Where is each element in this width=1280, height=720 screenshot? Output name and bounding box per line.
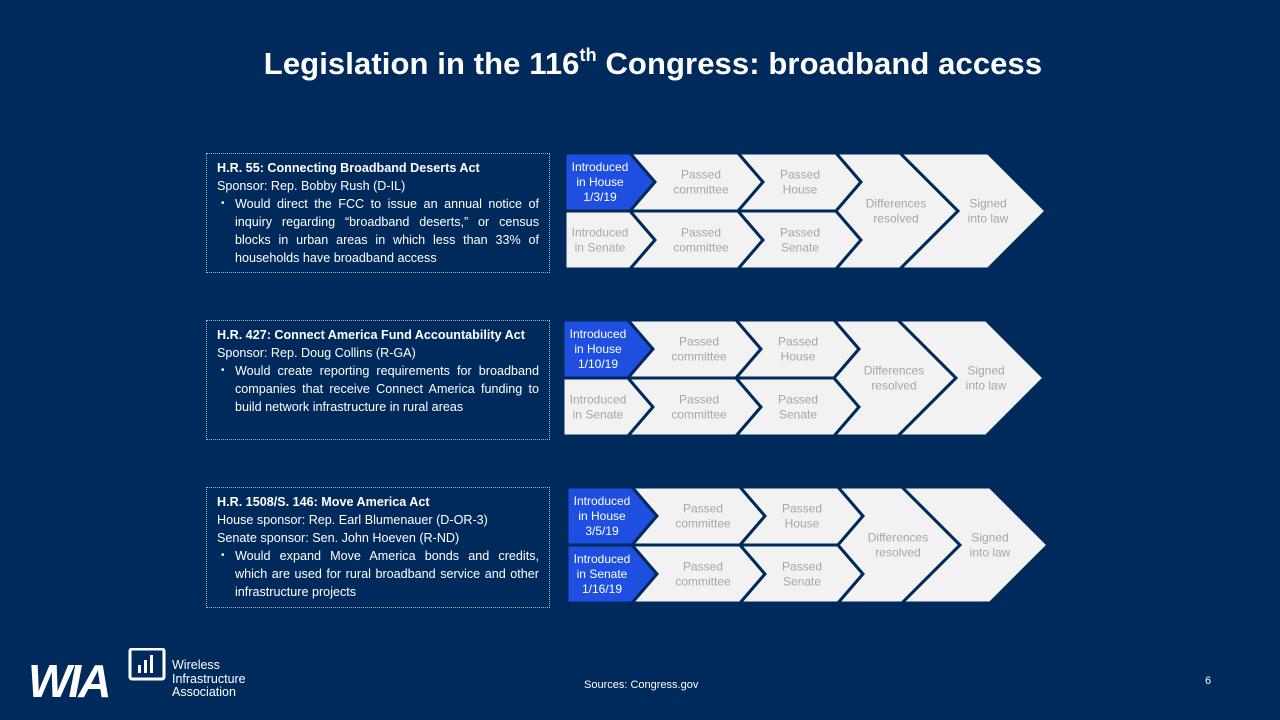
stage-passed-committee-house-label bbox=[673, 168, 729, 197]
stage-signed-into-law-label bbox=[968, 197, 1009, 226]
stage-differences-resolved-label bbox=[866, 197, 926, 226]
stage-passed-senate-label-line: Passed bbox=[777, 392, 819, 407]
stage-passed-senate-label-line: Senate bbox=[778, 407, 818, 422]
stage-introduced-senate-label-line: in Senate bbox=[576, 567, 628, 581]
stage-passed-house-label-line: House bbox=[782, 182, 818, 197]
stage-passed-committee-house-label-line: Passed bbox=[680, 167, 722, 182]
stage-signed-into-law-label-line: Signed bbox=[971, 530, 1009, 545]
stage-introduced-senate-label-line: Introduced bbox=[571, 225, 629, 240]
stage-passed-senate-label bbox=[780, 226, 820, 255]
stage-passed-senate-label bbox=[778, 393, 818, 422]
stage-introduced-house-label-line: in House bbox=[576, 175, 624, 189]
bill-description: • Would expand Move America bonds and credits, which are used for rural broadband service and other infrastructure projects bbox=[217, 547, 539, 601]
bill-sponsor: Sponsor: Rep. Bobby Rush (D-IL) bbox=[217, 179, 406, 193]
stage-passed-committee-house-label-line: committee bbox=[673, 182, 729, 197]
bill-sponsor: Sponsor: Rep. Doug Collins (R-GA) bbox=[217, 346, 416, 360]
stage-passed-committee-senate-label bbox=[673, 226, 729, 255]
stage-differences-resolved-label-line: resolved bbox=[875, 545, 921, 560]
stage-differences-resolved-label-line: resolved bbox=[871, 378, 917, 393]
stage-introduced-house-label-line: Introduced bbox=[569, 327, 627, 341]
stage-passed-committee-senate-label-line: Passed bbox=[680, 225, 722, 240]
stage-introduced-house-label-line: 1/10/19 bbox=[577, 357, 619, 371]
stage-passed-committee-senate-label-line: committee bbox=[671, 407, 727, 422]
logo-line-3: Association bbox=[172, 685, 236, 699]
stage-signed-into-law-label-line: into law bbox=[967, 211, 1009, 226]
stage-introduced-senate-label-line: 1/16/19 bbox=[581, 582, 623, 596]
stage-passed-house-label-line: Passed bbox=[779, 167, 821, 182]
stage-passed-committee-senate-label bbox=[671, 393, 727, 422]
stage-passed-committee-senate-label-line: committee bbox=[675, 574, 731, 589]
bill-house-sponsor: House sponsor: Rep. Earl Blumenauer (D-OR-3) bbox=[217, 513, 488, 527]
stage-introduced-house-label-line: in House bbox=[574, 342, 622, 356]
stage-passed-house-label bbox=[782, 502, 822, 531]
bill-name: H.R. 55: Connecting Broadband Deserts Act bbox=[217, 161, 480, 175]
stage-passed-house-label-line: House bbox=[784, 516, 820, 531]
logo-wordmark: WIA bbox=[28, 655, 109, 700]
stage-passed-committee-house-label-line: Passed bbox=[678, 334, 720, 349]
stage-passed-committee-house-label bbox=[671, 335, 727, 364]
bill-name: H.R. 427: Connect America Fund Accountability Act bbox=[217, 328, 525, 342]
stage-passed-house-label-line: Passed bbox=[781, 501, 823, 516]
stage-introduced-senate-label bbox=[570, 393, 627, 422]
title-main: Legislation in the 116 bbox=[263, 46, 580, 81]
stage-passed-house-label-line: Passed bbox=[777, 334, 819, 349]
stage-signed-into-law-label-line: Signed bbox=[969, 196, 1007, 211]
title-rest: Congress: broadband access bbox=[596, 46, 1043, 81]
stage-introduced-house-label-line: 3/5/19 bbox=[585, 524, 619, 538]
stage-passed-house-label bbox=[778, 335, 818, 364]
stage-introduced-house-label-line: in House bbox=[578, 509, 626, 523]
stage-passed-senate-label-line: Senate bbox=[782, 574, 822, 589]
bill-senate-sponsor: Senate sponsor: Sen. John Hoeven (R-ND) bbox=[217, 531, 460, 545]
stage-passed-committee-senate-label bbox=[675, 560, 731, 589]
page-number: 6 bbox=[1205, 675, 1212, 687]
stage-introduced-house-label-line: Introduced bbox=[571, 160, 629, 174]
stage-passed-senate-label-line: Passed bbox=[781, 559, 823, 574]
stage-signed-into-law-label-line: Signed bbox=[967, 363, 1005, 378]
stage-introduced-house-label-line: Introduced bbox=[573, 494, 631, 508]
stage-introduced-senate-label bbox=[572, 226, 629, 255]
bill-description: • Would create reporting requirements for broadband companies that receive Connect America funding to build network infrastructure in rural areas bbox=[217, 362, 539, 416]
stage-introduced-senate-label-line: in Senate bbox=[572, 407, 624, 422]
stage-passed-committee-house-label-line: committee bbox=[675, 516, 731, 531]
stage-passed-committee-senate-label-line: committee bbox=[673, 240, 729, 255]
stage-differences-resolved-label-line: Differences bbox=[863, 363, 925, 378]
stage-signed-into-law-label-line: into law bbox=[965, 378, 1007, 393]
stage-differences-resolved-label-line: Differences bbox=[865, 196, 927, 211]
stage-introduced-senate-label-line: in Senate bbox=[574, 240, 626, 255]
stage-passed-house-label-line: House bbox=[780, 349, 816, 364]
stage-introduced-senate-label-line: Introduced bbox=[573, 552, 631, 566]
stage-passed-committee-house-label-line: Passed bbox=[682, 501, 724, 516]
logo-line-1: Wireless bbox=[172, 658, 220, 672]
stage-passed-senate-label-line: Senate bbox=[780, 240, 820, 255]
stage-introduced-house-label-line: 1/3/19 bbox=[583, 190, 617, 204]
stage-differences-resolved-label bbox=[868, 531, 928, 560]
stage-passed-committee-house-label bbox=[675, 502, 731, 531]
stage-passed-senate-label-line: Passed bbox=[779, 225, 821, 240]
stage-passed-committee-house-label-line: committee bbox=[671, 349, 727, 364]
stage-signed-into-law-label-line: into law bbox=[969, 545, 1011, 560]
stage-signed-into-law-label bbox=[970, 531, 1011, 560]
logo-text bbox=[172, 659, 246, 700]
stage-introduced-senate-label bbox=[574, 552, 631, 596]
title-superscript: th bbox=[579, 44, 597, 65]
stage-signed-into-law-label bbox=[966, 364, 1007, 393]
stage-differences-resolved-label-line: Differences bbox=[867, 530, 929, 545]
stage-passed-senate-label bbox=[782, 560, 822, 589]
stage-differences-resolved-label-line: resolved bbox=[873, 211, 919, 226]
bill-name: H.R. 1508/S. 146: Move America Act bbox=[217, 495, 430, 509]
stage-introduced-senate-label-line: Introduced bbox=[569, 392, 627, 407]
stage-introduced-house-label bbox=[570, 327, 627, 371]
sources-note: Sources: Congress.gov bbox=[584, 679, 699, 691]
logo-line-2: Infrastructure bbox=[172, 671, 246, 686]
bill-description: • Would direct the FCC to issue an annual notice of inquiry regarding “broadband deserts,” or census blocks in urban areas in which less than 33% of households have broadband access bbox=[217, 195, 539, 267]
stage-passed-committee-senate-label-line: Passed bbox=[682, 559, 724, 574]
stage-passed-committee-senate-label-line: Passed bbox=[678, 392, 720, 407]
stage-passed-house-label bbox=[780, 168, 820, 197]
stage-differences-resolved-label bbox=[864, 364, 924, 393]
